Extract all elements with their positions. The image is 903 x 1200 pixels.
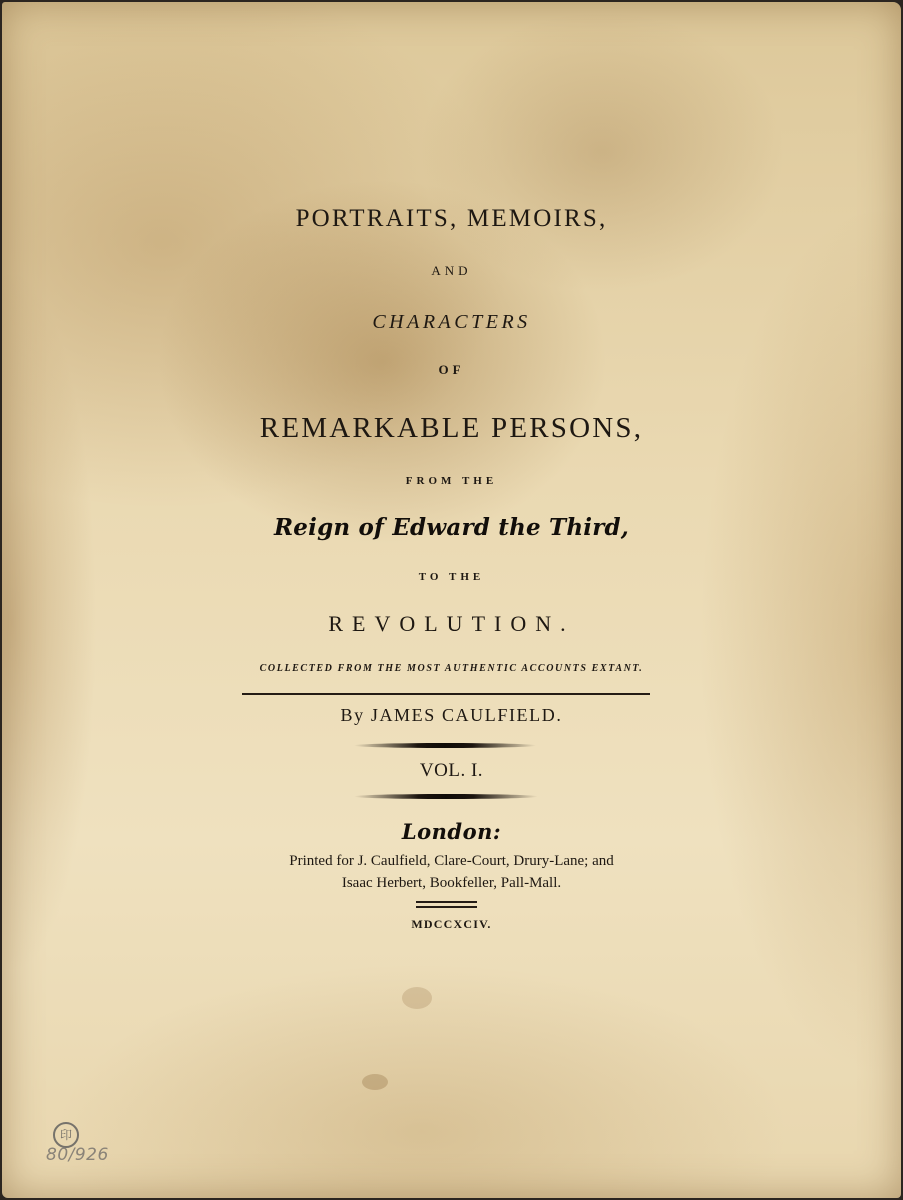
volume-label: VOL. I.	[419, 760, 484, 781]
library-stamp-icon: 印	[53, 1122, 79, 1148]
imprint-place: London:	[401, 819, 502, 844]
swelled-rule	[354, 794, 538, 799]
imprint-printer-line-2: Isaac Herbert, Bookfeller, Pall-Mall.	[341, 875, 562, 891]
imprint-printer-line-1: Printed for J. Caulfield, Clare-Court, Drury-Lane; and	[289, 853, 614, 869]
imprint-date: MDCCXCIV.	[411, 917, 492, 931]
foxing-spot	[402, 987, 432, 1009]
title-line-to-the: TO THE	[418, 571, 485, 583]
title-line-remarkable-persons: REMARKABLE PERSONS,	[259, 412, 644, 444]
shelfmark: 80/926	[46, 1145, 109, 1165]
title-line-reign: Reign of Edward the Third,	[273, 514, 630, 541]
title-line-from-the: FROM THE	[405, 475, 498, 487]
author-line: By JAMES CAULFIELD.	[340, 705, 563, 725]
title-line-revolution: REVOLUTION.	[328, 611, 575, 636]
title-line-of: OF	[438, 362, 465, 377]
title-line-characters: CHARACTERS	[372, 311, 531, 333]
subtitle: COLLECTED FROM THE MOST AUTHENTIC ACCOUNTS EXTANT.	[259, 663, 644, 674]
foxing-spot	[362, 1074, 388, 1090]
title-page	[2, 2, 901, 1198]
double-rule-top	[416, 901, 477, 903]
double-rule-bottom	[416, 906, 477, 908]
swelled-rule	[354, 743, 536, 748]
horizontal-rule	[242, 693, 650, 695]
title-line-and: AND	[431, 263, 472, 278]
title-line-portraits: PORTRAITS, MEMOIRS,	[295, 205, 608, 232]
